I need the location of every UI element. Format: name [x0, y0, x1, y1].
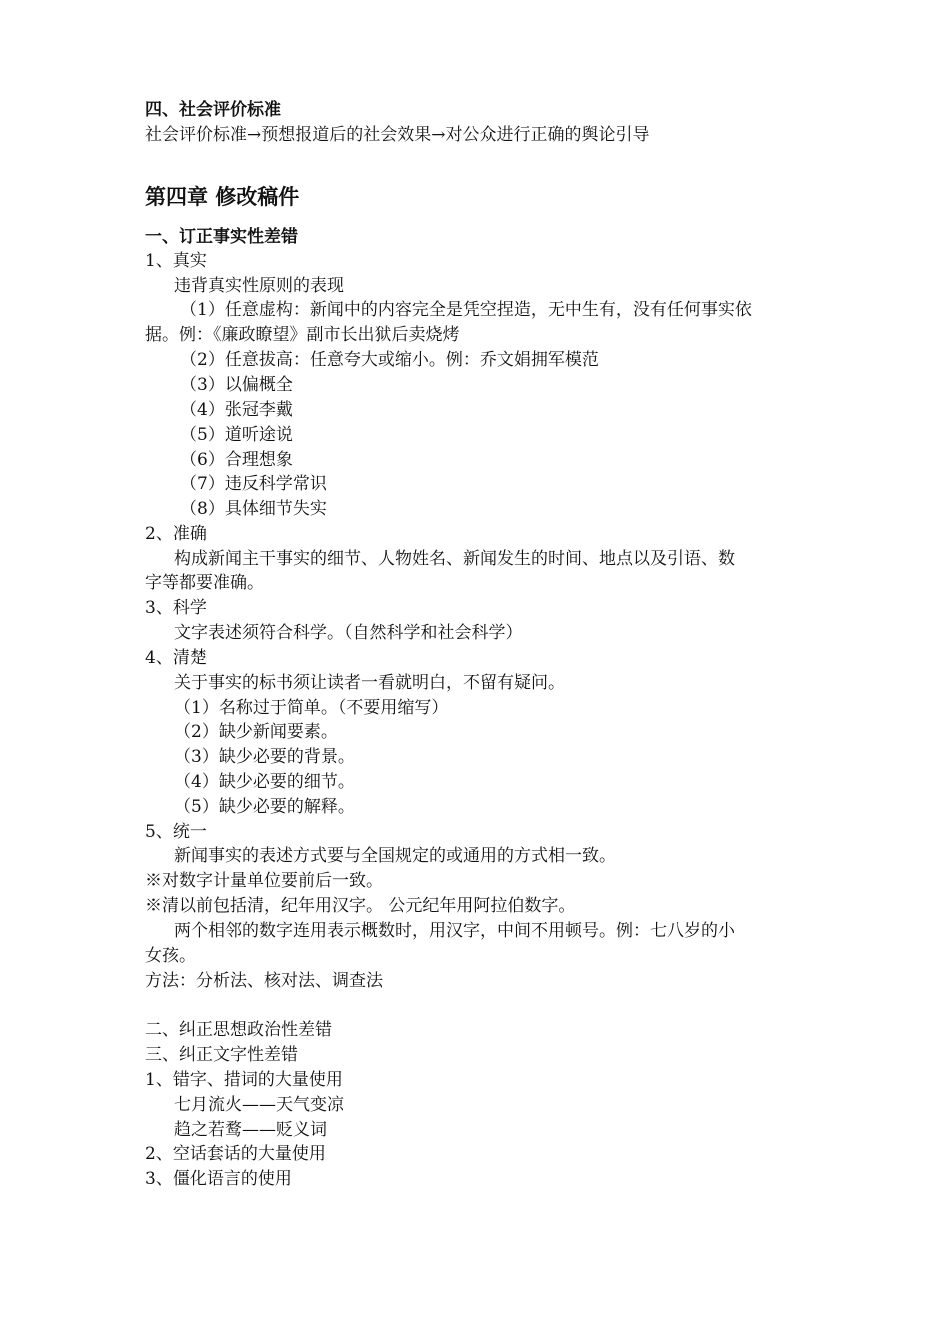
part-three-heading: 三、纠正文字性差错: [145, 1045, 298, 1065]
item4-sub1: （1）名称过于简单。（不要用缩写）: [174, 698, 449, 718]
item2-title: 2、准确: [145, 524, 207, 544]
item1-sub4: （4）张冠李戴: [180, 400, 293, 420]
item2-line1: 构成新闻主干事实的细节、人物姓名、新闻发生的时间、地点以及引语、数: [174, 549, 735, 569]
item5-title: 5、统一: [145, 822, 207, 842]
item2-line2: 字等都要准确。: [145, 573, 264, 593]
method-line: 方法：分析法、核对法、调查法: [145, 971, 383, 991]
section-four-body: 社会评价标准→预想报道后的社会效果→对公众进行正确的舆论引导: [145, 125, 650, 145]
item4-sub5: （5）缺少必要的解释。: [174, 797, 355, 817]
section-four-heading: 四、社会评价标准: [145, 100, 281, 120]
item3-title: 3、科学: [145, 598, 207, 618]
item5-line3: 女孩。: [145, 946, 196, 966]
item1-sub2: （2）任意拔高：任意夸大或缩小。例：乔文娟拥军模范: [180, 350, 599, 370]
item1-sub7: （7）违反科学常识: [180, 474, 327, 494]
part3-item1-ex1: 七月流火——天气变凉: [174, 1095, 344, 1115]
item1-sub1-line1: （1）任意虚构：新闻中的内容完全是凭空捏造，无中生有，没有任何事实依: [180, 300, 752, 320]
item1-sub6: （6）合理想象: [180, 450, 293, 470]
part-one-heading: 一、订正事实性差错: [145, 227, 298, 247]
item4-sub3: （3）缺少必要的背景。: [174, 747, 355, 767]
item3-line1: 文字表述须符合科学。（自然科学和社会科学）: [174, 623, 523, 643]
part3-item2-title: 2、空话套话的大量使用: [145, 1144, 326, 1164]
part3-item3-title: 3、僵化语言的使用: [145, 1169, 292, 1189]
chapter-title: 第四章 修改稿件: [145, 185, 300, 209]
item4-sub2: （2）缺少新闻要素。: [174, 722, 338, 742]
item4-title: 4、清楚: [145, 648, 207, 668]
item5-note2: ※清以前包括清，纪年用汉字。 公元纪年用阿拉伯数字。: [145, 896, 576, 916]
item1-title: 1、真实: [145, 251, 207, 271]
item5-note1: ※对数字计量单位要前后一致。: [145, 871, 383, 891]
item4-sub4: （4）缺少必要的细节。: [174, 772, 355, 792]
item5-line1: 新闻事实的表述方式要与全国规定的或通用的方式相一致。: [174, 846, 616, 866]
item5-line2: 两个相邻的数字连用表示概数时，用汉字，中间不用顿号。例：七八岁的小: [174, 921, 735, 941]
item4-line1: 关于事实的标书须让读者一看就明白，不留有疑问。: [174, 673, 565, 693]
part3-item1-title: 1、错字、措词的大量使用: [145, 1070, 343, 1090]
part-two-heading: 二、纠正思想政治性差错: [145, 1020, 332, 1040]
item1-sub1-line2: 据。例：《廉政瞭望》副市长出狱后卖烧烤: [145, 325, 460, 345]
item1-sub5: （5）道听途说: [180, 425, 293, 445]
item1-sub8: （8）具体细节失实: [180, 499, 327, 519]
item1-intro: 违背真实性原则的表现: [174, 276, 344, 296]
item1-sub3: （3）以偏概全: [180, 375, 293, 395]
part3-item1-ex2: 趋之若鹜——贬义词: [174, 1120, 327, 1140]
